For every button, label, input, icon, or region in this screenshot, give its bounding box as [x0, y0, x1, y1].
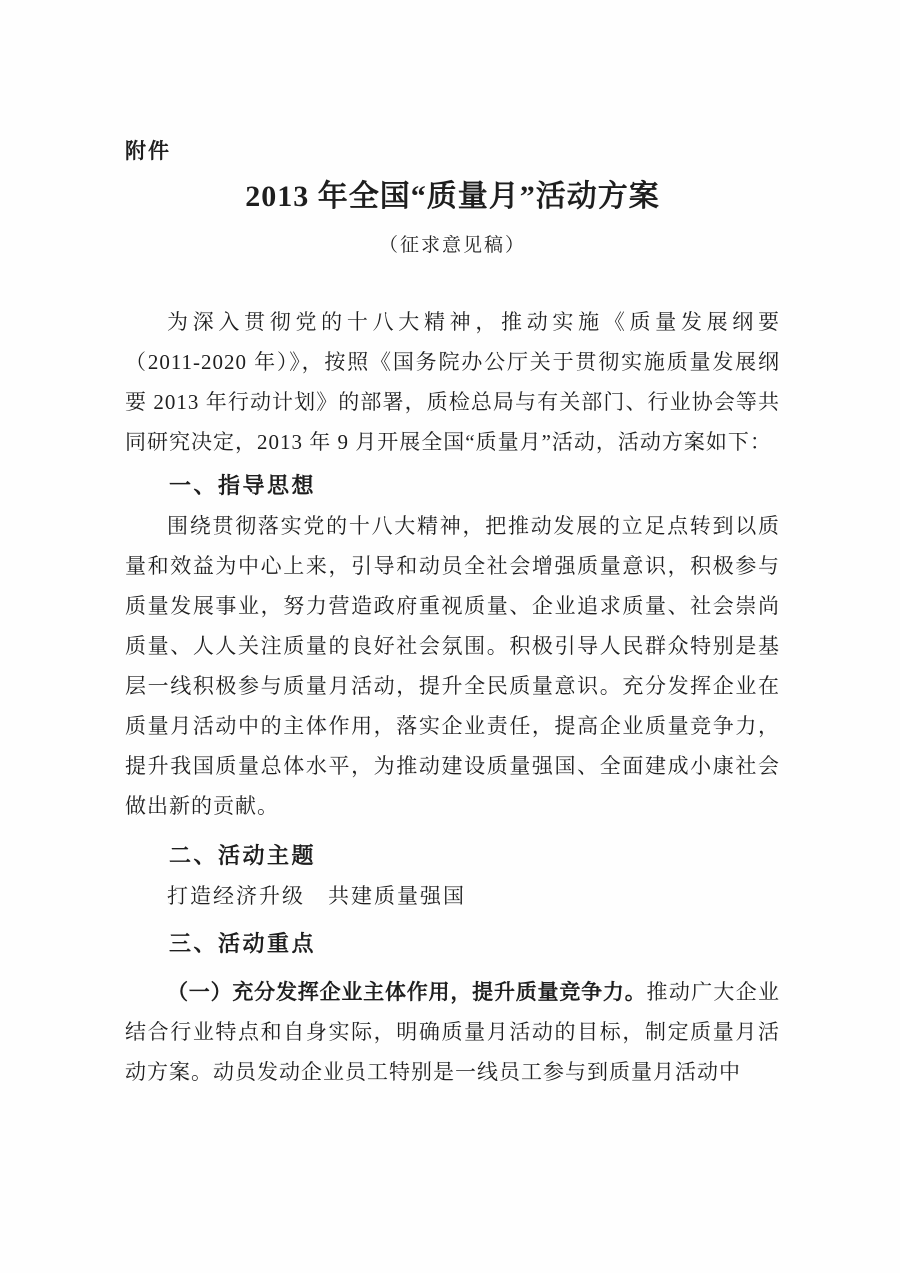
- attachment-label: 附件: [125, 140, 171, 163]
- section-1-heading: 一、指导思想: [169, 473, 317, 498]
- intro-paragraph: 为深入贯彻党的十八大精神，推动实施《质量发展纲要（2011⁠-⁠2020 年）》，按照《国务院办公厅关于贯彻实施质量发展纲要 2013 年行动计划》的部署，质检总局与有关部门、行业协会等共同研究决定，2013 年 9 月开展全国“质量月”活动，活动方案如下：: [125, 310, 780, 454]
- section-3-item-1: [125, 972, 780, 1092]
- item-1-text: 推动广大企业结合行业特点和自身实际，明确质量月活动的目标，制定质量月活动方案。动员发动企业员工特别是一线员工参与到质量月活动中: [125, 980, 781, 1084]
- section-3-heading: 三、活动重点: [169, 931, 317, 956]
- section-2-heading: 二、活动主题: [169, 843, 317, 868]
- document-title: 2013 年全国“质量月”活动方案: [245, 180, 660, 213]
- document-body: [125, 302, 780, 1092]
- item-1-bold-lead: （一）充分发挥企业主体作用，提升质量竞争力。: [167, 980, 647, 1004]
- section-1-paragraph: 围绕贯彻落实党的十八大精神，把推动发展的立足点转到以质量和效益为中心上来，引导和动员全社会增强质量意识，积极参与质量发展事业，努力营造政府重视质量、企业追求质量、社会崇尚质量、人人关注质量的良好社会氛围。积极引导人民群众特别是基层一线积极参与质量月活动，提升全民质量意识。充分发挥企业在质量月活动中的主体作用，落实企业责任，提高企业质量竞争力，提升我国质量总体水平，为推动建设质量强国、全面建成小康社会做出新的贡献。: [125, 514, 780, 818]
- activity-theme-line: 打造经济升级 共建质量强国: [167, 884, 466, 908]
- document-subtitle: （征求意见稿）: [378, 235, 526, 256]
